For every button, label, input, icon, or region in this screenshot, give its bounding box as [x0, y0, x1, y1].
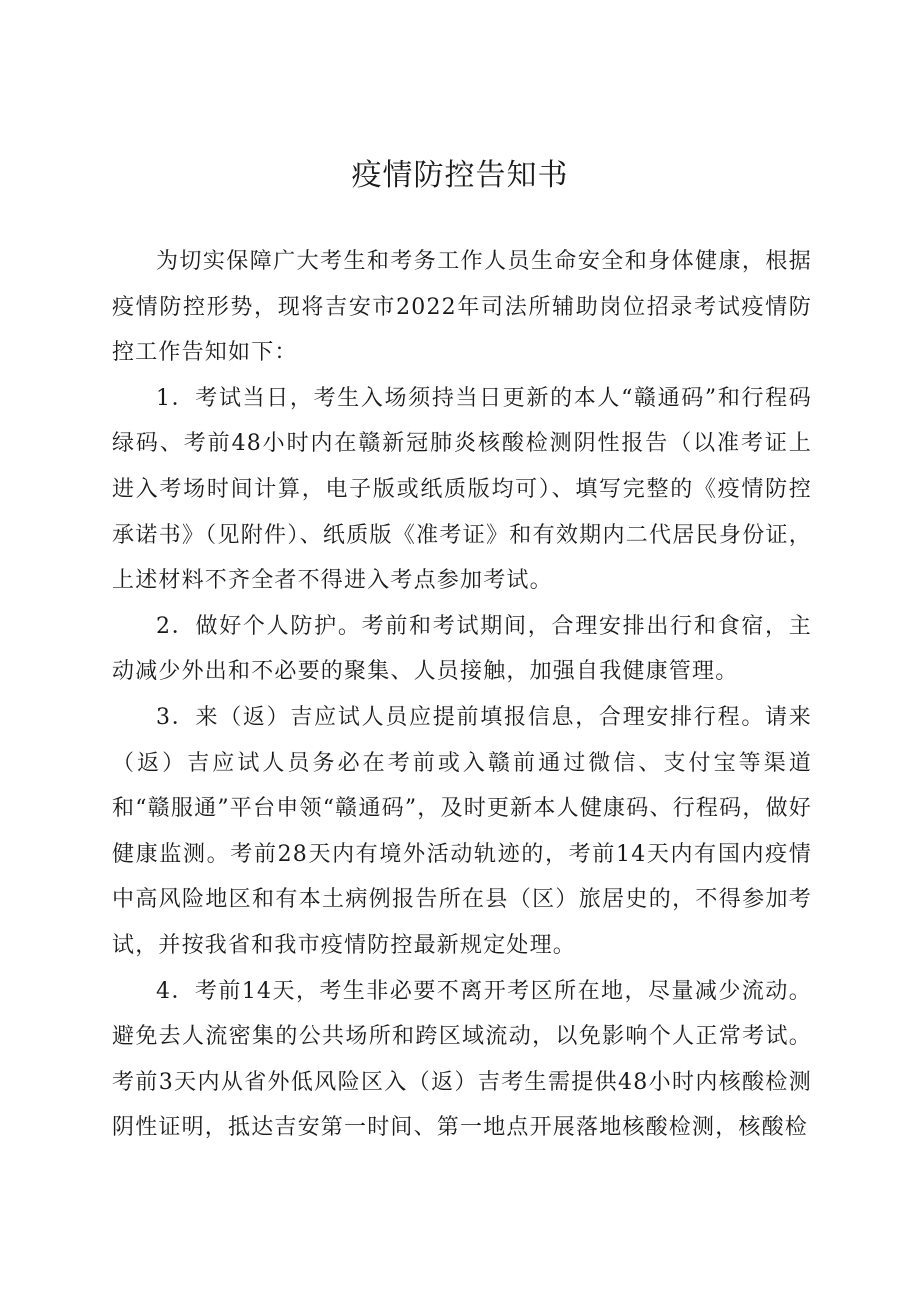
paragraph-item-1: 1．考试当日，考生入场须持当日更新的本人“赣通码”和行程码绿码、考前48小时内在赣新冠肺炎核酸检测阴性报告（以准考证上进入考场时间计算，电子版或纸质版均可）、填写完整的《疫情防控承诺书》（见附件）、纸质版《准考证》和有效期内二代居民身份证，上述材料不齐全者不得进入考点参加考试。 [112, 385, 812, 594]
paragraph-item-3: 3．来（返）吉应试人员应提前填报信息，合理安排行程。请来（返）吉应试人员务必在考前或入赣前通过微信、支付宝等渠道和“赣服通”平台申领“赣通码”，及时更新本人健康码、行程码，做好健康监测。考前28天内有境外活动轨迹的，考前14天内有国内疫情中高风险地区和有本土病例报告所在县（区）旅居史的，不得参加考试，并按我省和我市疫情防控最新规定处理。 [112, 704, 812, 958]
paragraph-intro: 为切实保障广大考生和考务工作人员生命安全和身体健康，根据疫情防控形势，现将吉安市2022年司法所辅助岗位招录考试疫情防控工作告知如下： [112, 249, 812, 366]
document-title: 疫情防控告知书 [351, 158, 569, 193]
document-body [112, 239, 812, 1151]
paragraph-item-2: 2．做好个人防护。考前和考试期间，合理安排出行和食宿，主动减少外出和不必要的聚集、人员接触，加强自我健康管理。 [112, 613, 812, 685]
paragraph-item-4: 4．考前14天，考生非必要不离开考区所在地，尽量减少流动。避免去人流密集的公共场所和跨区域流动，以免影响个人正常考试。考前3天内从省外低风险区入（返）吉考生需提供48小时内核酸检测阴性证明，抵达吉安第一时间、第一地点开展落地核酸检测，核酸检 [112, 978, 812, 1141]
